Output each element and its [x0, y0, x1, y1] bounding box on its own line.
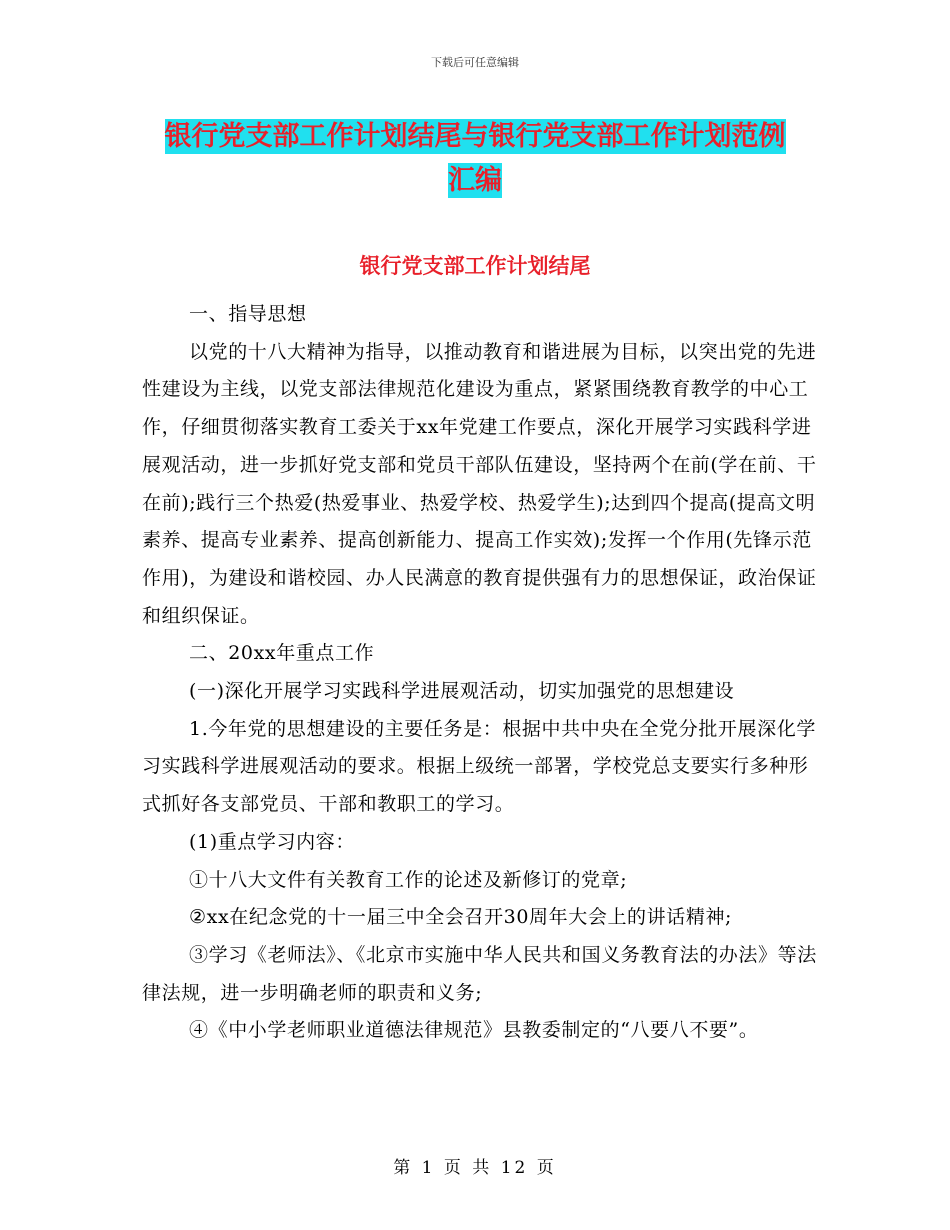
heading-study-content: (1)重点学习内容：	[189, 830, 355, 853]
section-title: 银行党支部工作计划结尾	[359, 254, 591, 278]
document-title-line-2	[145, 158, 805, 197]
list-item-3: ③学习《老师法》、《北京市实施中华人民共和国义务教育法的办法》等法律法规，进一步明确老师的职责和义务;	[142, 943, 817, 1004]
document-title-text-1: 银行党支部工作计划结尾与银行党支部工作计划范例	[164, 121, 786, 152]
list-item-4: ④《中小学老师职业道德法律规范》县教委制定的“八要八不要”。	[189, 1019, 759, 1042]
header-note: 下载后可任意编辑	[431, 56, 519, 69]
heading-key-work: 二、20xx年重点工作	[189, 642, 375, 665]
heading-guiding-thought: 一、指导思想	[189, 303, 307, 325]
subheading-study-practice: (一)深化开展学习实践科学进展观活动，切实加强党的思想建设	[189, 680, 735, 703]
list-item-2: ②xx在纪念党的十一届三中全会召开30周年大会上的讲话精神;	[189, 906, 733, 929]
paragraph-guiding-thought: 以党的十八大精神为指导，以推动教育和谐进展为目标，以突出党的先进性建设为主线，以党支部法律规范化建设为重点，紧紧围绕教育教学的中心工作，仔细贯彻落实教育工委关于xx年党建工作要点，深化开展学习实践科学进展观活动，进一步抓好党支部和党员干部队伍建设，坚持两个在前(学在前、干在前);践行三个热爱(热爱事业、热爱学校、热爱学生);达到四个提高(提高文明素养、提高专业素养、提高创新能力、提高工作实效);发挥一个作用(先锋示范作用)，为建设和谐校园、办人民满意的教育提供强有力的思想保证，政治保证和组织保证。	[142, 340, 817, 627]
list-item-1: ①十八大文件有关教育工作的论述及新修订的党章;	[189, 868, 628, 891]
paragraph-ideological-task: 1.今年党的思想建设的主要任务是：根据中共中央在全党分批开展深化学习实践科学进展观活动的要求。根据上级统一部署，学校党总支要实行多种形式抓好各支部党员、干部和教职工的学习。	[142, 717, 816, 816]
document-title-line-1	[145, 114, 805, 153]
document-body	[142, 296, 822, 1050]
page-footer: 第 1 页 共 12 页	[393, 1158, 557, 1178]
document-title-text-2: 汇编	[448, 165, 502, 196]
